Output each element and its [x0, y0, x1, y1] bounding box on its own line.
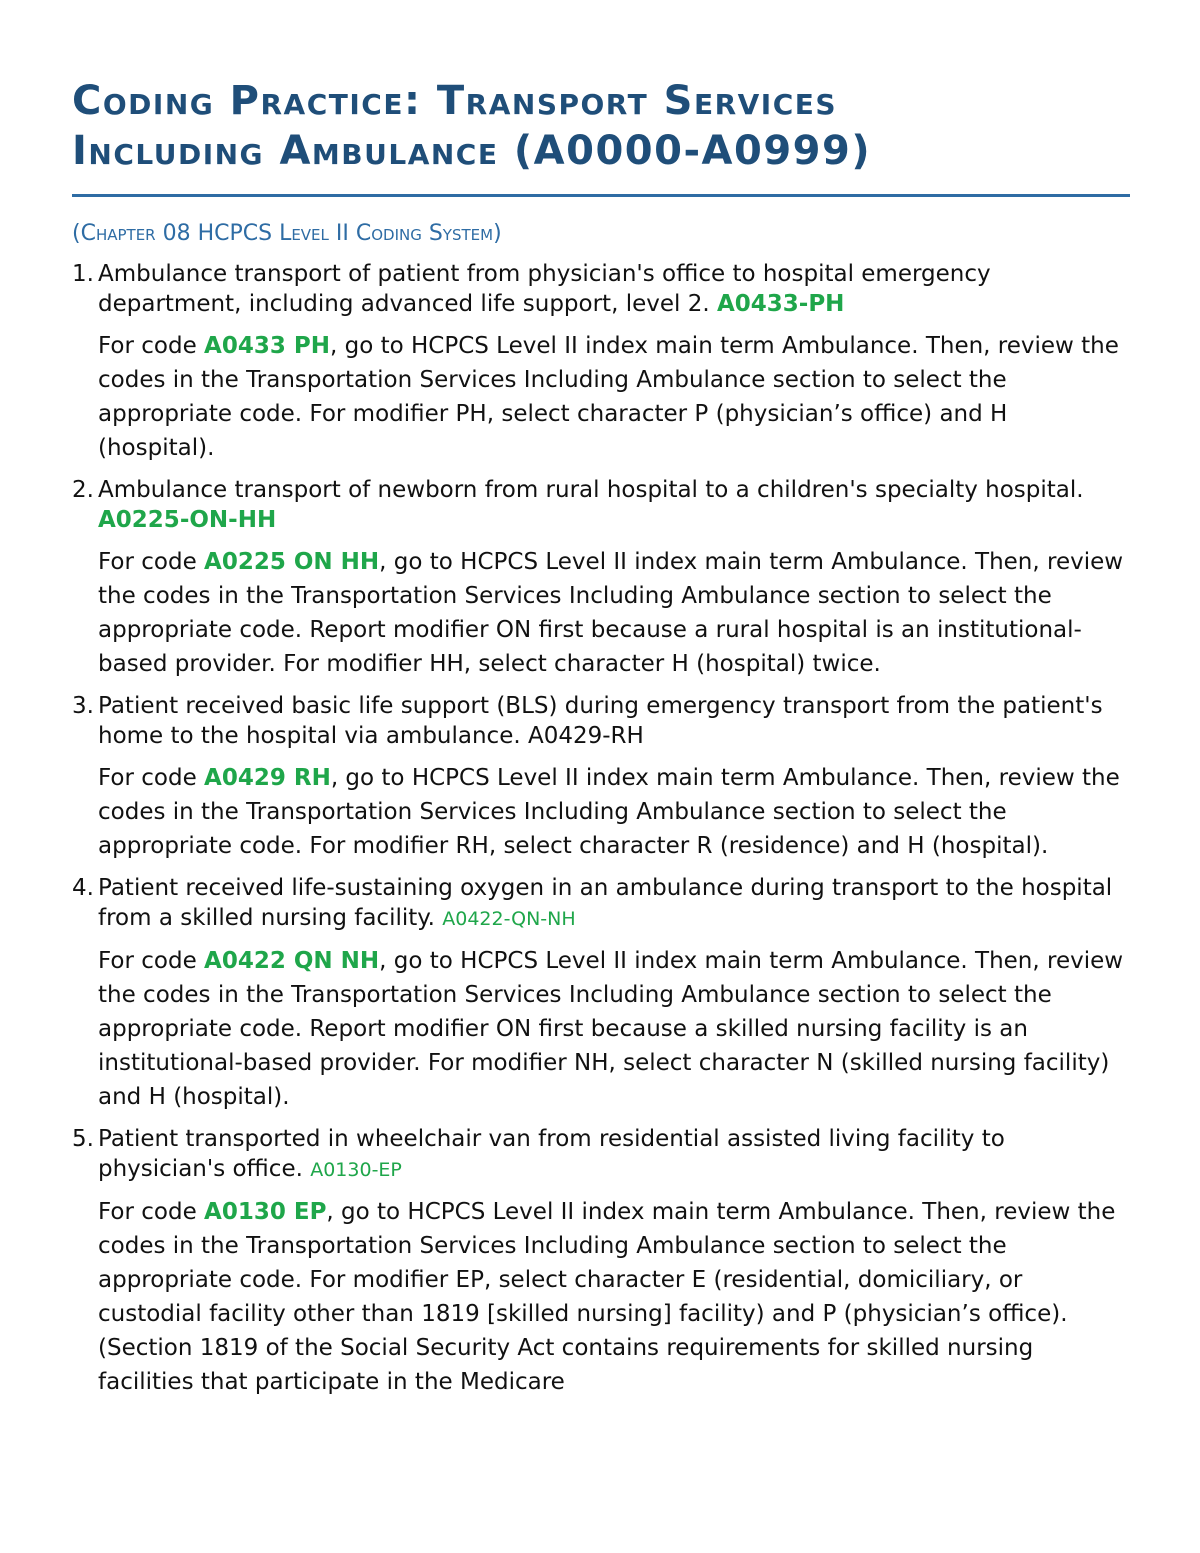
question-text: Ambulance transport of newborn from rural hospital to a children's specialty hospital. [98, 477, 1084, 503]
question-text: Patient received basic life support (BLS) during emergency transport from the patient's home to the hospital via ambulance. [98, 693, 1103, 749]
explanation-code: A0433 PH [204, 333, 330, 359]
explanation-code: A0225 ON HH [204, 549, 380, 575]
item-explanation [98, 761, 1130, 863]
explanation-lead: For code [98, 948, 205, 974]
item-number: 1. [72, 261, 94, 287]
question-text: Ambulance transport of patient from physician's office to hospital emergency department, including advanced life support, level 2. [98, 261, 991, 317]
title-line-2: Including Ambulance (A0000-A0999) [72, 128, 872, 174]
explanation-text: , go to HCPCS Level II index main term Ambulance. Then, review the codes in the Transportation Services Including Ambulance section to select the appropriate code. For modifier PH, select character P (physician’s office) and H (hospital). [98, 333, 1119, 461]
item-explanation [98, 329, 1130, 465]
item-question [98, 259, 1130, 319]
practice-list [72, 259, 1130, 1399]
item-number: 4. [72, 875, 94, 901]
explanation-lead: For code [98, 765, 205, 791]
question-text: Patient transported in wheelchair van from residential assisted living facility to physician's office. [98, 1126, 1005, 1182]
explanation-text: , go to HCPCS Level II index main term Ambulance. Then, review the codes in the Transportation Services Including Ambulance section to select the appropriate code. Report modifier ON first because a skilled nursing facility is an institutional-based provider. For modifier NH, select character N (skilled nursing facility) and H (hospital). [98, 948, 1124, 1110]
item-explanation [98, 1195, 1130, 1399]
item-number: 3. [72, 693, 94, 719]
item-question [98, 1124, 1130, 1185]
explanation-text: , go to HCPCS Level II index main term Ambulance. Then, review the codes in the Transportation Services Including Ambulance section to select the appropriate code. For modifier EP, select character E (residential, domiciliary, or custodial facility other than 1819 [skilled nursing] facility) and P (physician’s office). (Section 1819 of the Social Security Act contains requirements for skilled nursing facilities that participate in the Medicare [98, 1199, 1116, 1395]
practice-item-3 [72, 691, 1130, 863]
item-question [98, 475, 1130, 535]
answer-code: A0225-ON-HH [98, 507, 277, 533]
item-number: 2. [72, 477, 94, 503]
document-page [72, 76, 1130, 1409]
practice-item-2 [72, 475, 1130, 681]
explanation-text: , go to HCPCS Level II index main term Ambulance. Then, review the codes in the Transportation Services Including Ambulance section to select the appropriate code. Report modifier ON first because a rural hospital is an institutional-based provider. For modifier HH, select character H (hospital) twice. [98, 549, 1124, 677]
practice-item-4 [72, 873, 1130, 1114]
answer-code: A0422-QN-NH [442, 908, 576, 930]
answer-code: A0433-PH [716, 291, 845, 317]
explanation-code: A0429 RH [204, 765, 331, 791]
item-question [98, 691, 1130, 751]
item-explanation [98, 545, 1130, 681]
answer-code: A0130-EP [310, 1159, 402, 1181]
item-explanation [98, 944, 1130, 1114]
practice-item-1 [72, 259, 1130, 465]
explanation-code: A0422 QN NH [204, 948, 380, 974]
page-title [72, 76, 1130, 197]
explanation-lead: For code [98, 1199, 205, 1225]
title-line-1: Coding Practice: Transport Services [72, 78, 838, 124]
explanation-lead: For code [98, 333, 205, 359]
practice-item-5 [72, 1124, 1130, 1399]
item-number: 5. [72, 1126, 94, 1152]
explanation-lead: For code [98, 549, 205, 575]
item-question [98, 873, 1130, 934]
explanation-code: A0130 EP [204, 1199, 327, 1225]
explanation-text: , go to HCPCS Level II index main term Ambulance. Then, review the codes in the Transportation Services Including Ambulance section to select the appropriate code. For modifier RH, select character R (residence) and H (hospital). [98, 765, 1120, 859]
question-text: Patient received life-sustaining oxygen in an ambulance during transport to the hospital from a skilled nursing facility. [98, 875, 1113, 931]
chapter-subtitle: (Chapter 08 HCPCS Level II Coding System) [72, 221, 502, 246]
answer-code: A0429-RH [527, 723, 644, 749]
